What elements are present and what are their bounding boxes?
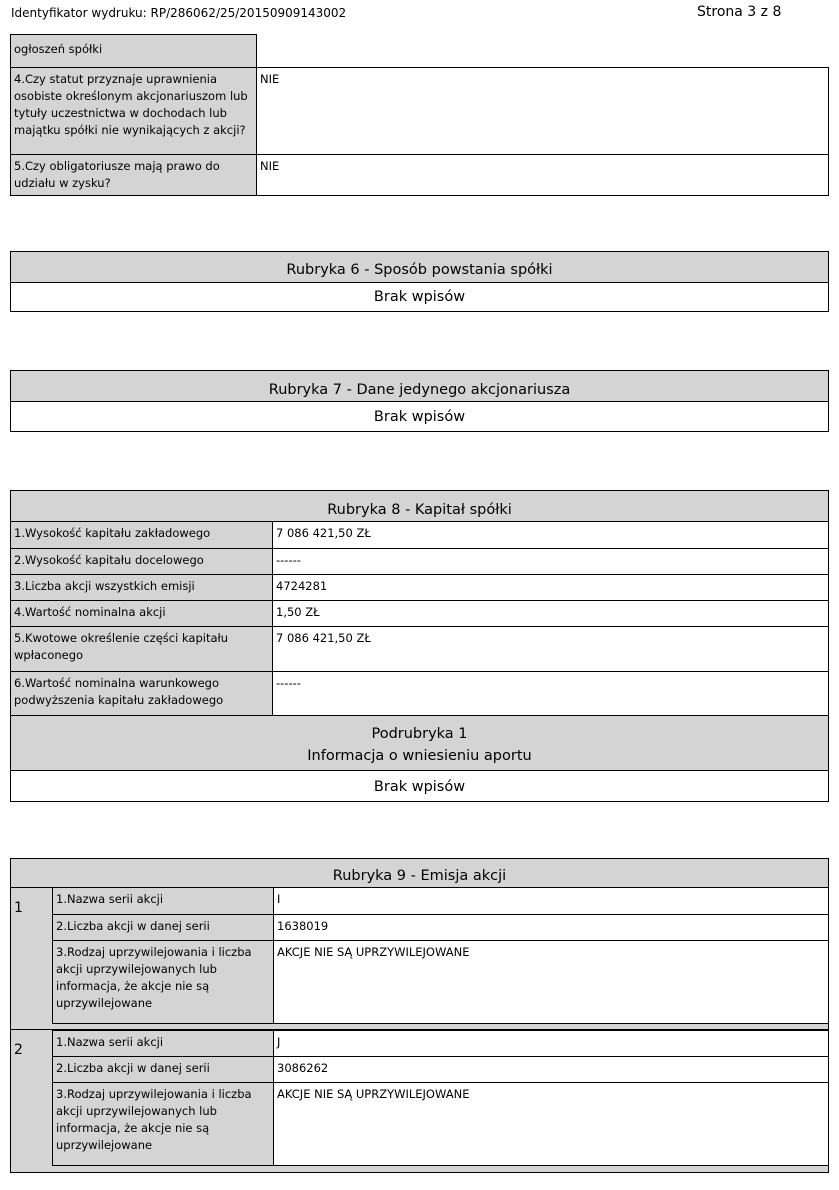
table-row — [11, 522, 829, 548]
row-value: NIE — [257, 68, 829, 155]
table-row — [11, 35, 829, 68]
row-value: ------ — [273, 548, 829, 574]
page-number: Strona 3 z 8 — [697, 4, 782, 20]
row-label: ogłoszeń spółki — [11, 35, 257, 68]
row-value: 1638019 — [274, 914, 829, 940]
row-label: 2.Liczba akcji w danej serii — [53, 914, 274, 940]
row-value: ------ — [273, 671, 829, 715]
no-entries-text: Brak wpisów — [10, 402, 829, 432]
row-value: AKCJE NIE SĄ UPRZYWILEJOWANE — [274, 1083, 829, 1166]
row-value: 4724281 — [273, 574, 829, 600]
row-value: 3086262 — [274, 1057, 829, 1083]
table-row — [11, 548, 829, 574]
subsection-number: Podrubryka 1 — [371, 725, 468, 742]
row-label: 4.Czy statut przyznaje uprawnienia osobiste określonym akcjonariuszom lub tytuły uczestnictwa w dochodach lub majątku spółki nie wynikających z akcji? — [11, 68, 257, 155]
emission-entry — [10, 1030, 829, 1173]
subsection-contribution — [10, 716, 829, 771]
no-entries-text: Brak wpisów — [10, 283, 829, 312]
row-value: 1,50 ZŁ — [273, 600, 829, 626]
row-label: 1.Nazwa serii akcji — [53, 888, 274, 914]
row-value — [257, 35, 829, 68]
row-value: 7 086 421,50 ZŁ — [273, 522, 829, 548]
table-row — [53, 1083, 829, 1166]
row-label: 4.Wartość nominalna akcji — [11, 600, 273, 626]
section-rubryka-9 — [10, 858, 829, 1173]
table-row — [11, 626, 829, 671]
section-title: Rubryka 7 - Dane jedynego akcjonariusza — [10, 370, 829, 402]
statute-table — [10, 34, 829, 196]
table-row — [53, 1031, 829, 1057]
emission-entry — [10, 888, 829, 1030]
row-value: 7 086 421,50 ZŁ — [273, 626, 829, 671]
table-row — [11, 671, 829, 715]
table-row — [53, 940, 829, 1023]
row-value: NIE — [257, 155, 829, 196]
section-title: Rubryka 8 - Kapitał spółki — [10, 490, 829, 522]
section-title: Rubryka 6 - Sposób powstania spółki — [10, 251, 829, 283]
row-label: 3.Rodzaj uprzywilejowania i liczba akcji uprzywilejowanych lub informacja, że akcje nie są uprzywilejowane — [53, 1083, 274, 1166]
row-value: AKCJE NIE SĄ UPRZYWILEJOWANE — [274, 940, 829, 1023]
row-value: J — [274, 1031, 829, 1057]
section-title: Rubryka 9 - Emisja akcji — [10, 858, 829, 888]
table-row — [11, 600, 829, 626]
row-label: 1.Nazwa serii akcji — [53, 1031, 274, 1057]
table-row — [53, 888, 829, 914]
row-label: 6.Wartość nominalna warunkowego podwyższenia kapitału zakładowego — [11, 671, 273, 715]
table-row — [11, 574, 829, 600]
table-row — [11, 68, 829, 155]
print-identifier: Identyfikator wydruku: RP/286062/25/20150909143002 — [11, 6, 347, 20]
section-rubryka-8 — [10, 490, 829, 802]
row-label: 3.Rodzaj uprzywilejowania i liczba akcji uprzywilejowanych lub informacja, że akcje nie są uprzywilejowane — [53, 940, 274, 1023]
table-row — [11, 155, 829, 196]
row-label: 1.Wysokość kapitału zakładowego — [11, 522, 273, 548]
row-label: 5.Kwotowe określenie części kapitału wpłaconego — [11, 626, 273, 671]
section-rubryka-7 — [10, 370, 829, 432]
emission-number: 2 — [14, 1042, 23, 1058]
row-label: 2.Wysokość kapitału docelowego — [11, 548, 273, 574]
emission-number: 1 — [14, 900, 23, 916]
subsection-title: Informacja o wniesieniu aportu — [307, 747, 532, 764]
table-row — [53, 914, 829, 940]
row-label: 2.Liczba akcji w danej serii — [53, 1057, 274, 1083]
no-entries-text: Brak wpisów — [10, 771, 829, 802]
section-rubryka-6 — [10, 251, 829, 312]
row-label: 5.Czy obligatoriusze mają prawo do udziału w zysku? — [11, 155, 257, 196]
capital-table — [10, 522, 829, 716]
row-label: 3.Liczba akcji wszystkich emisji — [11, 574, 273, 600]
row-value: I — [274, 888, 829, 914]
table-row — [53, 1057, 829, 1083]
